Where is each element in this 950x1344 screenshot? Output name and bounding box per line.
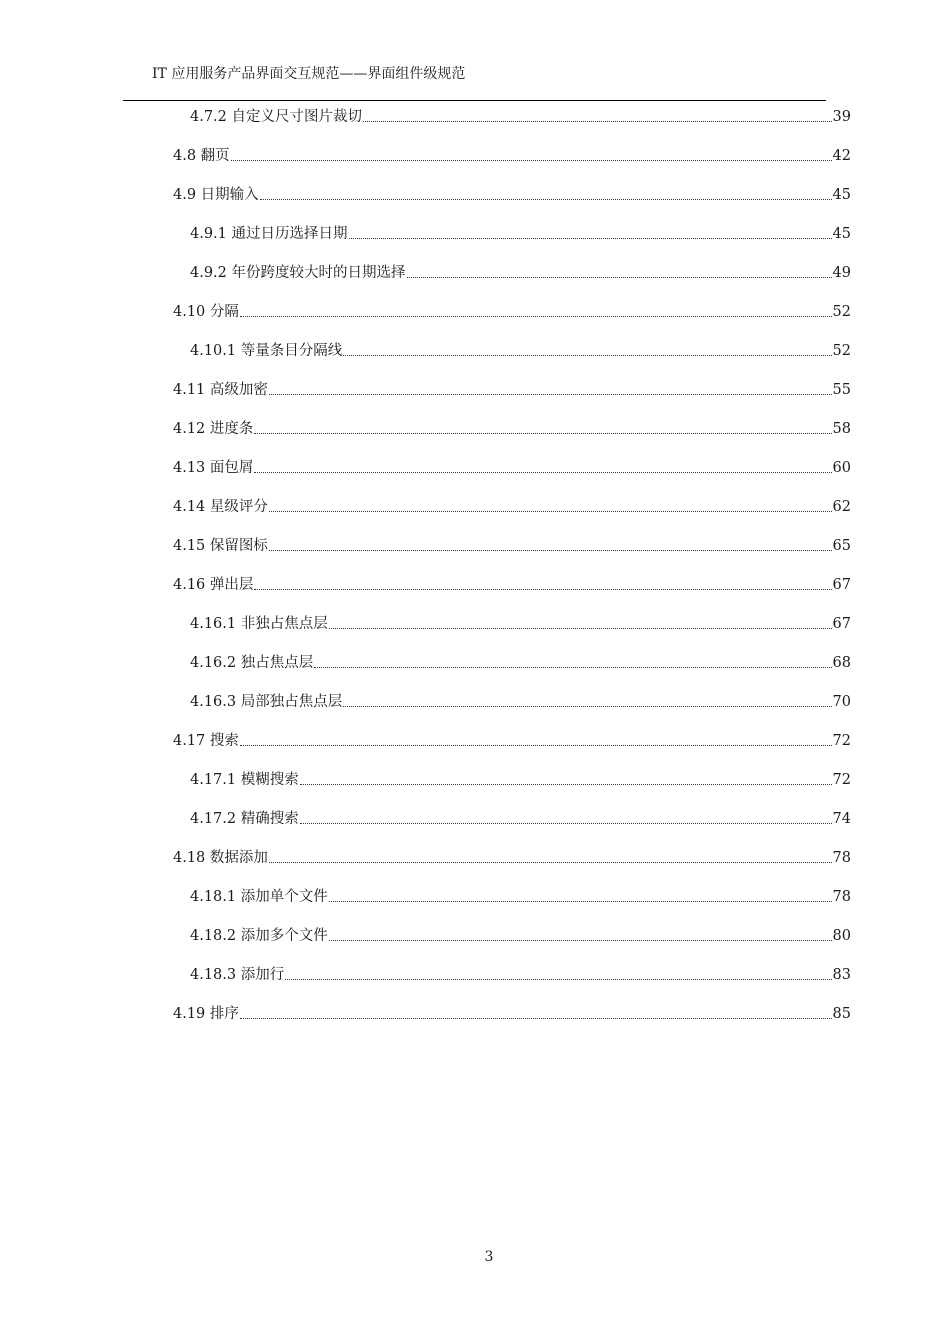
toc-dot-leader <box>269 511 832 512</box>
toc-entry[interactable] <box>173 142 851 166</box>
toc-entry-label: 4.10 分隔 <box>173 304 239 320</box>
toc-dot-leader <box>407 277 832 278</box>
toc-entry-page: 58 <box>832 421 851 437</box>
toc-dot-leader <box>329 901 832 902</box>
toc-entry-label: 4.9.1 通过日历选择日期 <box>190 226 348 242</box>
toc-entry-page: 80 <box>832 928 851 944</box>
toc-dot-leader <box>343 355 831 356</box>
toc-dot-leader <box>269 550 832 551</box>
toc-dot-leader <box>254 472 831 473</box>
toc-entry[interactable] <box>190 337 851 361</box>
toc-entry[interactable] <box>190 961 851 985</box>
toc-entry-label: 4.14 星级评分 <box>173 499 268 515</box>
toc-entry-page: 42 <box>832 148 851 164</box>
toc-entry[interactable] <box>173 844 851 868</box>
toc-entry-page: 39 <box>832 109 851 125</box>
toc-entry[interactable] <box>173 415 851 439</box>
toc-entry[interactable] <box>173 493 851 517</box>
toc-entry-page: 45 <box>832 226 851 242</box>
toc-dot-leader <box>240 745 832 746</box>
toc-entry-page: 49 <box>832 265 851 281</box>
toc-entry[interactable] <box>190 103 851 127</box>
toc-entry-label: 4.16.3 局部独占焦点层 <box>190 694 343 710</box>
toc-entry-page: 72 <box>832 733 851 749</box>
header-divider <box>123 100 826 101</box>
toc-entry-label: 4.10.1 等量条目分隔线 <box>190 343 343 359</box>
toc-dot-leader <box>240 1018 832 1019</box>
toc-dot-leader <box>329 628 832 629</box>
toc-entry[interactable] <box>173 1000 851 1024</box>
toc-entry-page: 60 <box>832 460 851 476</box>
toc-entry-label: 4.18.3 添加行 <box>190 967 285 983</box>
toc-entry-label: 4.18.2 添加多个文件 <box>190 928 328 944</box>
toc-dot-leader <box>254 589 831 590</box>
toc-entry[interactable] <box>173 298 851 322</box>
toc-dot-leader <box>240 316 832 317</box>
toc-entry-label: 4.13 面包屑 <box>173 460 254 476</box>
toc-entry-label: 4.17.1 模糊搜索 <box>190 772 299 788</box>
toc-dot-leader <box>269 394 832 395</box>
toc-dot-leader <box>300 823 832 824</box>
toc-entry-page: 45 <box>832 187 851 203</box>
toc-dot-leader <box>231 160 832 161</box>
toc-dot-leader <box>329 940 832 941</box>
toc-entry-label: 4.18.1 添加单个文件 <box>190 889 328 905</box>
page-header-title: IT 应用服务产品界面交互规范——界面组件级规范 <box>152 66 466 82</box>
toc-dot-leader <box>363 121 832 122</box>
toc-entry[interactable] <box>173 376 851 400</box>
toc-entry-page: 72 <box>832 772 851 788</box>
toc-dot-leader <box>260 199 832 200</box>
toc-entry-label: 4.11 高级加密 <box>173 382 268 398</box>
toc-entry-label: 4.9.2 年份跨度较大时的日期选择 <box>190 265 406 281</box>
toc-entry-label: 4.15 保留图标 <box>173 538 268 554</box>
toc-entry[interactable] <box>190 883 851 907</box>
toc-dot-leader <box>269 862 832 863</box>
toc-dot-leader <box>343 706 831 707</box>
toc-entry[interactable] <box>190 688 851 712</box>
toc-entry[interactable] <box>190 259 851 283</box>
toc-entry-page: 78 <box>832 889 851 905</box>
toc-entry-page: 85 <box>832 1006 851 1022</box>
toc-entry-label: 4.9 日期输入 <box>173 187 259 203</box>
toc-entry[interactable] <box>173 532 851 556</box>
toc-entry-page: 65 <box>832 538 851 554</box>
toc-entry-label: 4.12 进度条 <box>173 421 254 437</box>
toc-entry[interactable] <box>190 610 851 634</box>
toc-entry-page: 52 <box>832 343 851 359</box>
toc-entry-page: 67 <box>832 616 851 632</box>
toc-entry-page: 62 <box>832 499 851 515</box>
toc-entry-label: 4.16.1 非独占焦点层 <box>190 616 328 632</box>
toc-entry-page: 68 <box>832 655 851 671</box>
toc-entry-page: 83 <box>832 967 851 983</box>
toc-dot-leader <box>285 979 831 980</box>
toc-dot-leader <box>254 433 831 434</box>
toc-entry-label: 4.16 弹出层 <box>173 577 254 593</box>
toc-entry[interactable] <box>190 922 851 946</box>
toc-entry-label: 4.7.2 自定义尺寸图片裁切 <box>190 109 363 125</box>
toc-entry-label: 4.17 搜索 <box>173 733 239 749</box>
toc-entry-page: 52 <box>832 304 851 320</box>
toc-entry-label: 4.18 数据添加 <box>173 850 268 866</box>
toc-dot-leader <box>314 667 831 668</box>
toc-dot-leader <box>349 238 832 239</box>
toc-entry-page: 67 <box>832 577 851 593</box>
toc-entry-page: 78 <box>832 850 851 866</box>
toc-entry[interactable] <box>173 727 851 751</box>
toc-entry[interactable] <box>190 649 851 673</box>
toc-entry-label: 4.16.2 独占焦点层 <box>190 655 314 671</box>
toc-entry[interactable] <box>190 805 851 829</box>
toc-entry[interactable] <box>190 766 851 790</box>
toc-entry-label: 4.17.2 精确搜索 <box>190 811 299 827</box>
toc-entry-page: 70 <box>832 694 851 710</box>
toc-entry-label: 4.19 排序 <box>173 1006 239 1022</box>
toc-entry[interactable] <box>173 454 851 478</box>
toc-entry-label: 4.8 翻页 <box>173 148 230 164</box>
toc-entry[interactable] <box>190 220 851 244</box>
page-number: 3 <box>484 1249 494 1265</box>
toc-entry[interactable] <box>173 181 851 205</box>
toc-entry[interactable] <box>173 571 851 595</box>
toc-dot-leader <box>300 784 832 785</box>
toc-entry-page: 74 <box>832 811 851 827</box>
toc-entry-page: 55 <box>832 382 851 398</box>
